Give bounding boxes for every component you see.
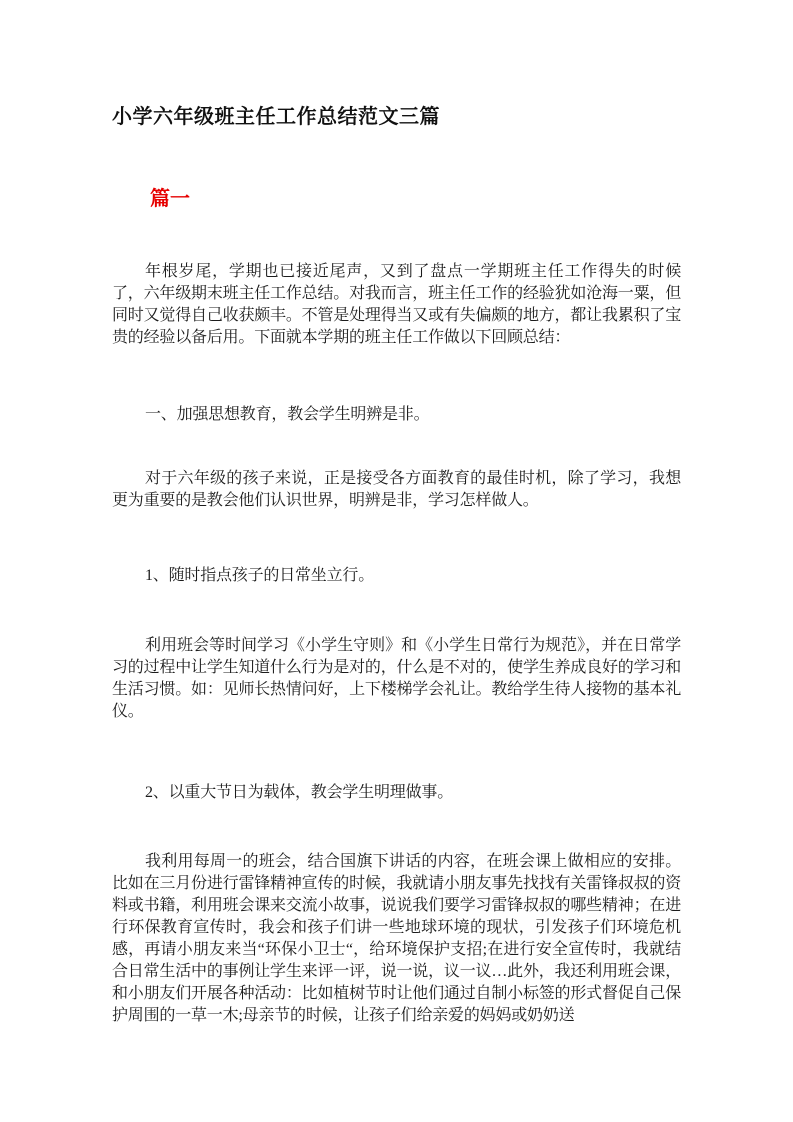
section-label: 篇一 (150, 188, 190, 210)
sub-heading-2: 2、以重大节日为载体，教会学生明理做事。 (145, 784, 454, 801)
paragraph-rules: 利用班会等时间学习《小学生守则》和《小学生日常行为规范》，并在日常学习的过程中让学生知道什么行为是对的，什么是不对的，使学生养成良好的学习和生活习惯。如：见师长热情问好，上下楼梯学会礼让。教给学生待人接物的基本礼仪。 (112, 637, 681, 720)
intro-paragraph: 年根岁尾，学期也已接近尾声，又到了盘点一学期班主任工作得失的时候了，六年级期末班主任工作总结。对我而言，班主任工作的经验犹如沧海一粟，但同时又觉得自己收获颇丰。不管是处理得当又或有失偏颇的地方，都让我累积了宝贵的经验以备后用。下面就本学期的班主任工作做以下回顾总结： (112, 263, 681, 346)
paragraph-activities: 我利用每周一的班会，结合国旗下讲话的内容，在班会课上做相应的安排。比如在三月份进行雷锋精神宣传的时候，我就请小朋友事先找找有关雷锋叔叔的资料或书籍，利用班会课来交流小故事，说说我们要学习雷锋叔叔的哪些精神；在进行环保教育宣传时，我会和孩子们讲一些地球环境的现状，引发孩子们环境危机感，再请小朋友来当“环保小卫士“，给环境保护支招;在进行安全宣传时，我就结合日常生活中的事例让学生来评一评，说一说，议一议…此外，我还利用班会课，和小朋友们开展各种活动：比如植树节时让他们通过自制小标签的形式督促自己保护周围的一草一木;母亲节的时候，让孩子们给亲爱的妈妈或奶奶送 (112, 853, 681, 1024)
sub-heading-1: 1、随时指点孩子的日常坐立行。 (145, 567, 375, 584)
section-heading-1: 一、加强思想教育，教会学生明辨是非。 (145, 406, 430, 423)
document-title: 小学六年级班主任工作总结范文三篇 (112, 106, 440, 128)
paragraph-education: 对于六年级的孩子来说，正是接受各方面教育的最佳时机，除了学习，我想更为重要的是教会他们认识世界，明辨是非，学习怎样做人。 (112, 470, 681, 509)
